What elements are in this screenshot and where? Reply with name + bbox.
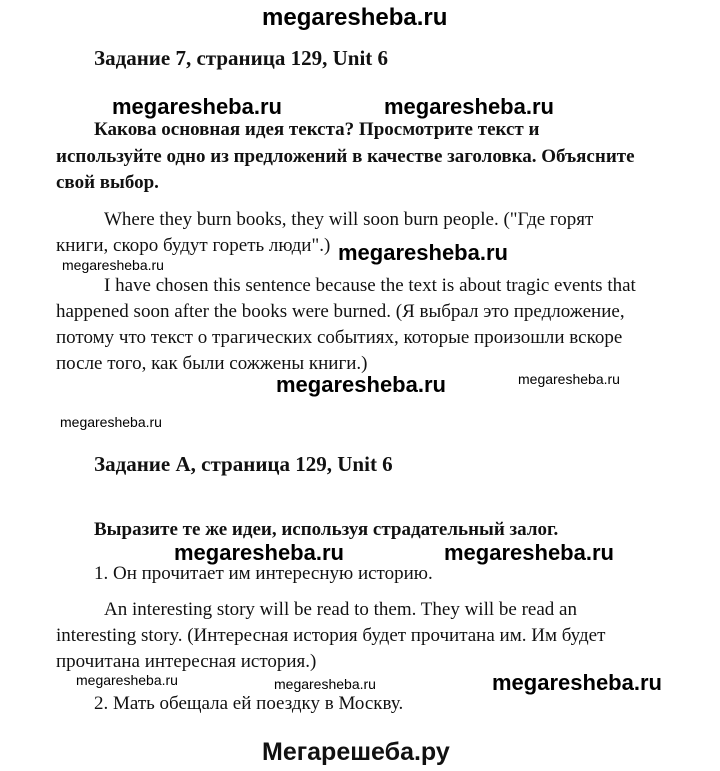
- watermark-link[interactable]: megaresheba.ru: [276, 372, 446, 397]
- answer-line: потому что текст о трагических событиях, которые произошли вскоре: [56, 327, 623, 348]
- watermark-link[interactable]: megaresheba.ru: [76, 672, 178, 688]
- watermark-link[interactable]: megaresheba.ru: [338, 240, 508, 265]
- task-a-item: 1. Он прочитает им интересную историю.: [94, 563, 433, 584]
- watermark-link[interactable]: megaresheba.ru: [492, 670, 662, 695]
- task-7-heading: Задание 7, страница 129, Unit 6: [94, 46, 389, 70]
- answer-line: happened soon after the books were burned. (Я выбрал это предложение,: [56, 301, 625, 322]
- answer-line: после того, как были сожжены книги.): [56, 353, 368, 374]
- watermark-link[interactable]: megaresheba.ru: [174, 540, 344, 565]
- task-a-answer-line: прочитана интересная история.): [56, 651, 317, 672]
- watermark-link[interactable]: megaresheba.ru: [62, 257, 164, 273]
- watermark-link[interactable]: megaresheba.ru: [112, 94, 282, 119]
- task-7-prompt-line: свой выбор.: [56, 172, 159, 193]
- task-a-prompt: Выразите те же идеи, используя страдательный залог.: [94, 519, 559, 540]
- footer-brand[interactable]: Мегарешеба.ру: [262, 738, 450, 766]
- quote-line: Where they burn books, they will soon burn people. ("Где горят: [104, 209, 594, 230]
- quote-line: книги, скоро будут гореть люди".): [56, 235, 331, 256]
- watermark-link[interactable]: megaresheba.ru: [384, 94, 554, 119]
- watermark-link[interactable]: megaresheba.ru: [60, 414, 162, 430]
- task-a-item: 2. Мать обещала ей поездку в Москву.: [94, 693, 404, 714]
- answer-line: I have chosen this sentence because the text is about tragic events that: [104, 275, 636, 296]
- task-7-prompt-line: используйте одно из предложений в качестве заголовка. Объясните: [56, 146, 635, 167]
- task-a-heading: Задание A, страница 129, Unit 6: [94, 452, 393, 476]
- watermark-link[interactable]: megaresheba.ru: [518, 371, 620, 387]
- watermark-link[interactable]: megaresheba.ru: [444, 540, 614, 565]
- task-a-answer-line: interesting story. (Интересная история будет прочитана им. Им будет: [56, 625, 606, 646]
- task-a-answer-line: An interesting story will be read to them. They will be read an: [104, 599, 577, 620]
- watermark-link[interactable]: megaresheba.ru: [274, 676, 376, 692]
- header-watermark[interactable]: megaresheba.ru: [262, 4, 448, 31]
- task-7-prompt-line: Какова основная идея текста? Просмотрите текст и: [94, 119, 540, 140]
